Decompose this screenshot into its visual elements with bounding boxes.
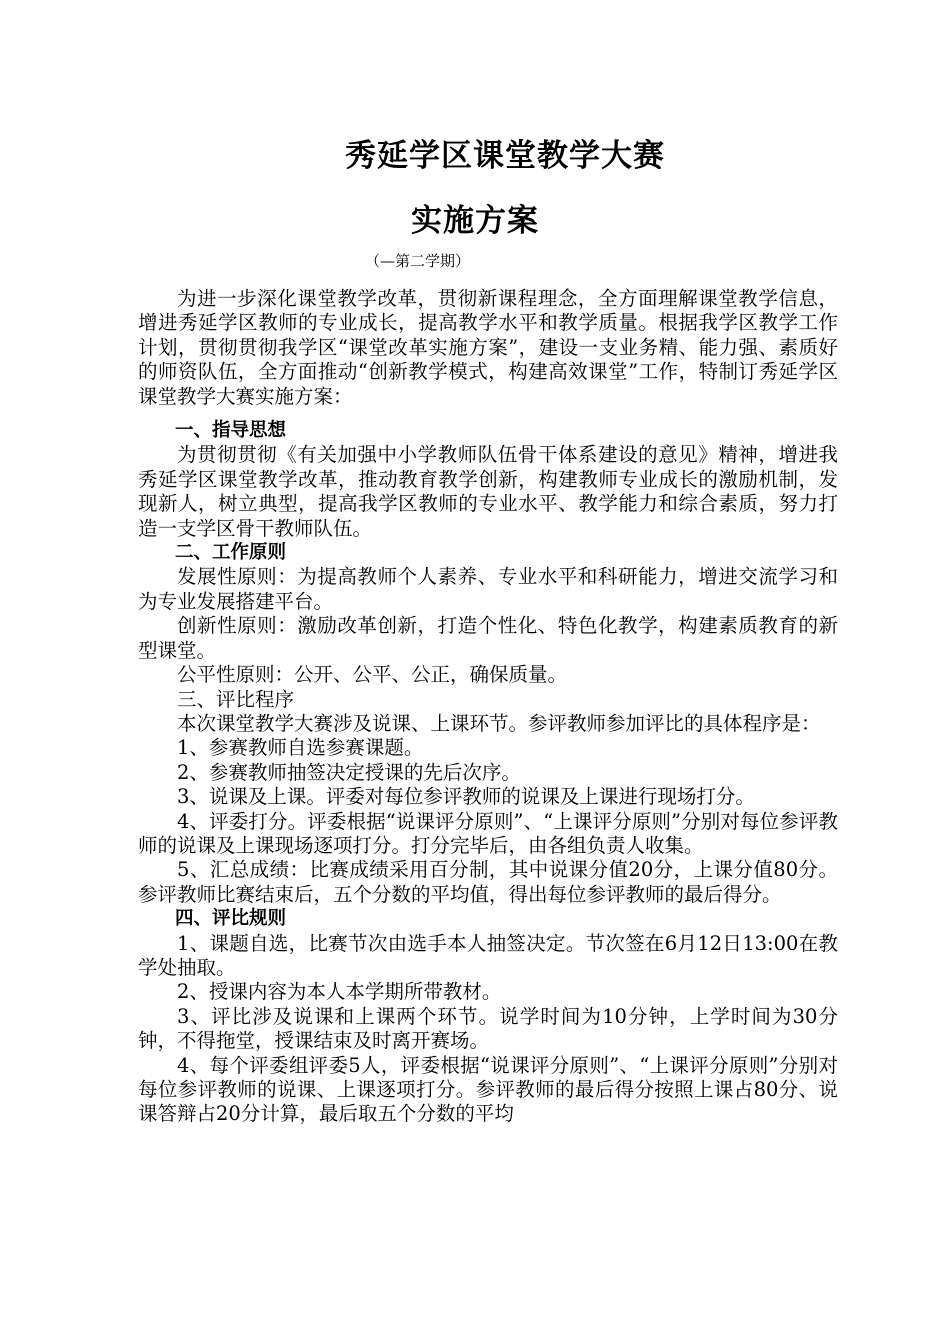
document-body: [138, 287, 838, 1127]
body-paragraph: 发展性原则：为提高教师个人素养、专业水平和科研能力，增进交流学习和为专业发展搭建平台。: [138, 565, 838, 613]
body-paragraph: 公平性原则：公开、公平、公正，确保质量。: [177, 663, 568, 687]
body-paragraph: 三、评比程序: [177, 687, 295, 711]
body-paragraph: 1、课题自选，比赛节次由选手本人抽签决定。节次签在6月12日13:00在教学处抽取。: [138, 931, 838, 979]
body-paragraph: 4、每个评委组评委5人，评委根据“说课评分原则”、“上课评分原则”分别对每位参评教师的说课、上课逐项打分。参评教师的最后得分按照上课占80分、说课答辩占20分计算，最后取五个分数的平均: [138, 1053, 838, 1126]
body-paragraph: 本次课堂教学大赛涉及说课、上课环节。参评教师参加评比的具体程序是：: [177, 711, 821, 735]
body-paragraph: 3、评比涉及说课和上课两个环节。说学时间为10分钟，上学时间为30分钟，不得拖堂，授课结束及时离开赛场。: [138, 1004, 838, 1053]
section-heading: 二、工作原则: [175, 542, 287, 564]
body-paragraph: 1、参赛教师自选参赛课题。: [177, 736, 424, 760]
body-paragraph: 2、参赛教师抽签决定授课的先后次序。: [177, 760, 521, 784]
document-subtitle: （—第二学期）: [365, 252, 471, 270]
body-paragraph: 5、汇总成绩：比赛成绩采用百分制，其中说课分值20分，上课分值80分。参评教师比赛结束后，五个分数的平均值，得出每位参评教师的最后得分。: [138, 858, 838, 906]
document-title: 秀延学区课堂教学大赛: [345, 138, 665, 174]
body-paragraph: 2、授课内容为本人本学期所带教材。: [177, 980, 502, 1004]
document-title-line2: 实施方案: [411, 203, 539, 239]
body-paragraph: 创新性原则：激励改革创新，打造个性化、特色化教学，构建素质教育的新型课堂。: [138, 614, 838, 662]
section-heading: 一、指导思想: [175, 420, 287, 442]
body-paragraph: 3、说课及上课。评委对每位参评教师的说课及上课进行现场打分。: [177, 785, 755, 809]
section-heading: 四、评比规则: [175, 908, 287, 930]
body-paragraph: 为进一步深化课堂教学改革，贯彻新课程理念，全方面理解课堂教学信息，增进秀延学区教师的专业成长，提高教学水平和教学质量。根据我学区教学工作计划，贯彻贯彻我学区“课堂改革实施方案”，建设一支业务精、能力强、素质好的师资队伍，全方面推动“创新教学模式，构建高效课堂”工作，特制订秀延学区课堂教学大赛实施方案：: [138, 287, 838, 408]
body-paragraph: 4、评委打分。评委根据“说课评分原则”、“上课评分原则”分别对每位参评教师的说课及上课现场逐项打分。打分完毕后，由各组负责人收集。: [138, 809, 838, 857]
body-paragraph: 为贯彻贯彻《有关加强中小学教师队伍骨干体系建设的意见》精神，增进我秀延学区课堂教学改革，推动教育教学创新，构建教师专业成长的激励机制，发现新人，树立典型，提高我学区教师的专业水平、教学能力和综合素质，努力打造一支学区骨干教师队伍。: [138, 443, 838, 540]
